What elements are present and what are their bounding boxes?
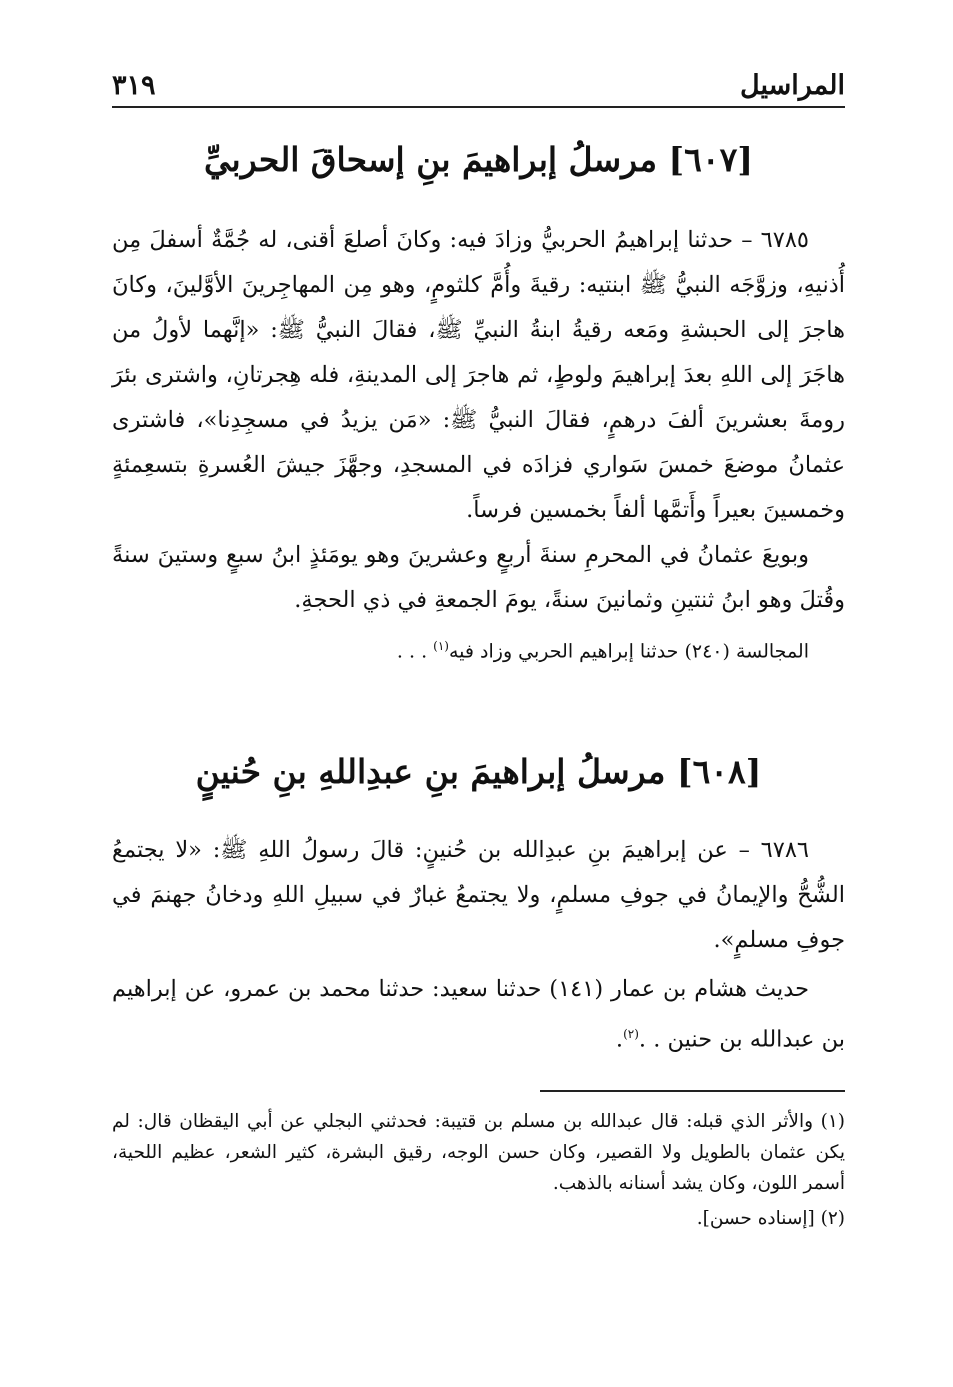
footnote-1: (١) والأثر الذي قبله: قال عبدالله بن مسلم بن قتيبة: فحدثني البجلي عن أبي اليقظان قال: لم يكن عثمان بالطويل ولا القصير، وكان حسن الوجه، رقيق البشرة، كثير الشعر، عظيم اللحية، أسمر اللون، وكان يشد أسنانه بالذهب. bbox=[112, 1111, 845, 1194]
page-number: ٣١٩ bbox=[112, 70, 156, 101]
citation-end: . bbox=[615, 1026, 624, 1053]
footnote-ref: (٢) bbox=[623, 1027, 639, 1041]
section-heading-607: [٦٠٧] مرسلُ إبراهيمَ بنِ إسحاقَ الحربيِّ bbox=[204, 140, 753, 179]
running-title: المراسيل bbox=[740, 70, 845, 101]
footnote-ref: (١) bbox=[433, 639, 449, 653]
hadith-6785-continuation: وبويعَ عثمانُ في المحرمِ سنةَ أربعٍ وعشرينَ وهو يومَئذٍ ابنُ سبعٍ وستينَ سنةً وقُتلَ وهو ابنُ ثنتينِ وثمانينَ سنةً، يومَ الجمعةِ في ذي الحجةِ. bbox=[112, 542, 845, 613]
section-heading-608: [٦٠٨] مرسلُ إبراهيمَ بنِ عبدِاللهِ بنِ حُنينٍ bbox=[195, 752, 762, 791]
hadith-6785: ٦٧٨٥ – حدثنا إبراهيمُ الحربيُّ وزادَ فيه: وكانَ أصلعَ أقنى، له جُمَّةٌ أسفلَ مِن أُذنيهِ، وزوَّجَه النبيُّ ﷺ ابنتيه: رقيةَ وأُمَّ كلثومٍ، وهو مِن المهاجِرينَ الأوَّلينَ، وكانَ هاجرَ إلى الحبشةِ ومَعه رقيةُ ابنةُ النبيِّ ﷺ، فقالَ النبيُّ ﷺ: «إنَّهما لأولُ من هاجَرَ إلى اللهِ بعدَ إبراهيمَ ولوطٍ، ثم هاجرَ إلى المدينةِ، فله هِجرتانِ، واشترى بئرَ رومةَ بعشرينَ ألفَ درهمٍ، فقالَ النبيُّ ﷺ: «مَن يزيدُ في مسجِدِنا»، فاشترى عثمانُ موضعَ خمسَ سَواري فزادَه في المسجدِ، وجهَّزَ جيشَ العُسرةِ بتسعِمئةٍ وخمسينَ بعيراً وأَتمَّها ألفاً بخمسين فرساً. bbox=[112, 227, 845, 523]
footnote-2: (٢) [إسناده حسن]. bbox=[696, 1208, 845, 1229]
page-header bbox=[112, 66, 845, 108]
citation-6785 bbox=[112, 631, 845, 666]
footnote-divider bbox=[540, 1090, 845, 1092]
citation-ellipsis: . . . bbox=[396, 640, 434, 663]
footnotes bbox=[112, 1106, 845, 1238]
hadith-6786: ٦٧٨٦ – عن إبراهيمَ بنِ عبدِالله بن حُنينٍ: قالَ رسولُ اللهِ ﷺ: «لا يجتمعُ الشُّحُّ والإيمانُ في جوفِ مسلمٍ، ولا يجتمعُ غبارٌ في سبيلِ اللهِ ودخانُ جهنمَ في جوفِ مسلمٍ». bbox=[112, 837, 845, 953]
citation-6786 bbox=[112, 967, 845, 1063]
citation-text: حديث هشام بن عمار (١٤١) حدثنا سعيد: حدثنا محمد بن عمرو، عن إبراهيم بن عبدالله بن حنين . . bbox=[112, 976, 845, 1053]
citation-text: المجالسة (٢٤٠) حدثنا إبراهيم الحربي وزاد فيه bbox=[448, 640, 809, 663]
section-607-body bbox=[112, 218, 845, 666]
section-608-body bbox=[112, 828, 845, 1063]
